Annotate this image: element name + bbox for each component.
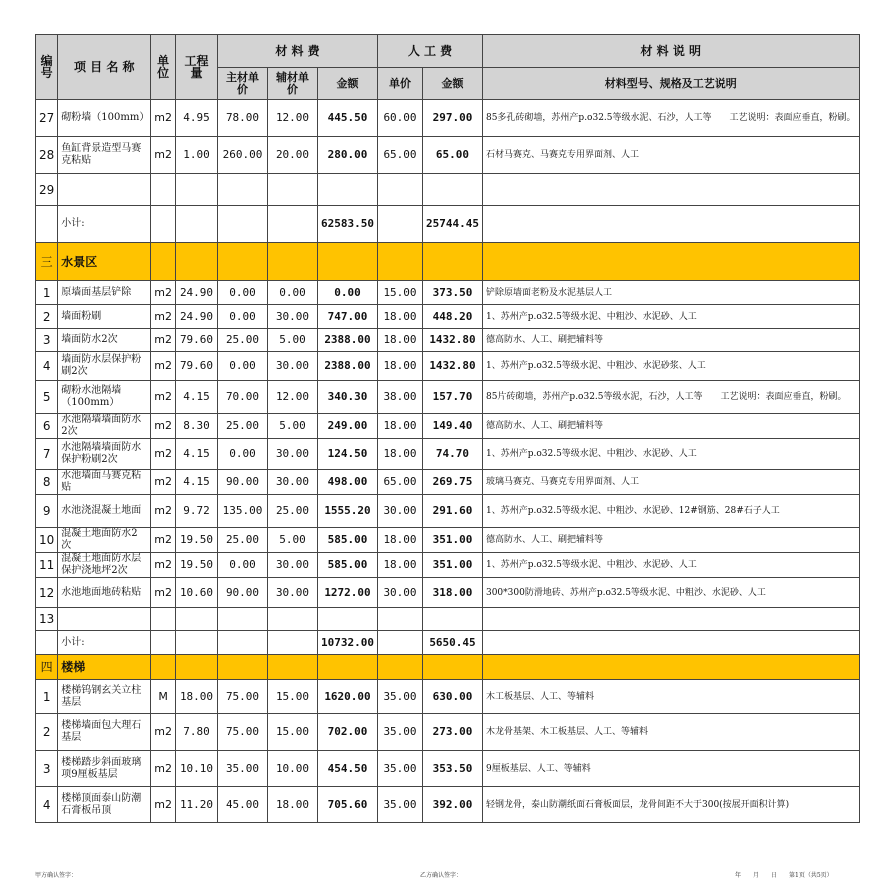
table-row bbox=[36, 495, 860, 528]
row-labor-price: 18.00 bbox=[378, 352, 423, 381]
row-description bbox=[482, 174, 859, 206]
row-description: 轻钢龙骨，泰山防潮纸面石膏板面层，龙骨间距不大于300(按展开面积计算) bbox=[482, 787, 859, 823]
row-material-amount bbox=[318, 608, 378, 631]
row-labor-price bbox=[378, 206, 423, 243]
row-qty bbox=[176, 206, 218, 243]
row-description: 德高防水、人工、刷把辅料等 bbox=[482, 528, 859, 553]
row-qty: 9.72 bbox=[176, 495, 218, 528]
table-row bbox=[36, 414, 860, 439]
row-material-amount: 10732.00 bbox=[318, 631, 378, 655]
row-index: 6 bbox=[36, 414, 58, 439]
row-labor-price: 60.00 bbox=[378, 100, 423, 137]
row-qty: 11.20 bbox=[176, 787, 218, 823]
row-main-price bbox=[218, 206, 268, 243]
row-unit: m2 bbox=[151, 305, 176, 329]
section-index: 四 bbox=[36, 655, 58, 680]
section-cell bbox=[378, 655, 423, 680]
row-unit bbox=[151, 206, 176, 243]
table-row bbox=[36, 305, 860, 329]
table-row bbox=[36, 714, 860, 751]
table-row bbox=[36, 631, 860, 655]
row-index: 2 bbox=[36, 714, 58, 751]
row-labor-amount: 291.60 bbox=[423, 495, 483, 528]
row-main-price: 90.00 bbox=[218, 578, 268, 608]
table-row bbox=[36, 578, 860, 608]
row-unit: m2 bbox=[151, 281, 176, 305]
row-description: 1、苏州产p.o32.5等级水泥、中粗沙、水泥砂、人工 bbox=[482, 553, 859, 578]
section-cell bbox=[218, 243, 268, 281]
row-labor-amount: 5650.45 bbox=[423, 631, 483, 655]
row-description: 木工板基层、人工、等辅料 bbox=[482, 680, 859, 714]
header-labor-group: 人 工 费 bbox=[378, 35, 483, 68]
row-qty bbox=[176, 608, 218, 631]
header-labor-amount: 金额 bbox=[423, 68, 483, 100]
row-unit: m2 bbox=[151, 714, 176, 751]
row-labor-price: 35.00 bbox=[378, 680, 423, 714]
row-material-amount: 1555.20 bbox=[318, 495, 378, 528]
row-index: 8 bbox=[36, 470, 58, 495]
row-index: 7 bbox=[36, 439, 58, 470]
row-main-price: 260.00 bbox=[218, 137, 268, 174]
row-labor-price: 65.00 bbox=[378, 470, 423, 495]
row-description: 1、苏州产p.o32.5等级水泥、中粗沙、水泥砂、人工 bbox=[482, 305, 859, 329]
row-labor-amount: 630.00 bbox=[423, 680, 483, 714]
row-qty: 4.95 bbox=[176, 100, 218, 137]
header-amount: 金额 bbox=[318, 68, 378, 100]
row-material-amount: 340.30 bbox=[318, 381, 378, 414]
footer-left: 甲方确认签字： bbox=[35, 872, 78, 879]
row-main-price: 0.00 bbox=[218, 439, 268, 470]
row-name: 小计: bbox=[58, 631, 151, 655]
row-name: 原墙面基层铲除 bbox=[58, 281, 151, 305]
row-labor-price: 18.00 bbox=[378, 414, 423, 439]
row-aux-price: 30.00 bbox=[268, 305, 318, 329]
row-main-price: 0.00 bbox=[218, 305, 268, 329]
row-unit: m2 bbox=[151, 329, 176, 352]
table-row bbox=[36, 751, 860, 787]
row-name: 鱼缸背景造型马赛克粘贴 bbox=[58, 137, 151, 174]
row-labor-price: 18.00 bbox=[378, 329, 423, 352]
row-aux-price: 25.00 bbox=[268, 495, 318, 528]
section-cell bbox=[268, 243, 318, 281]
table-row bbox=[36, 206, 860, 243]
row-labor-price: 18.00 bbox=[378, 305, 423, 329]
row-aux-price: 15.00 bbox=[268, 714, 318, 751]
section-cell bbox=[423, 655, 483, 680]
row-labor-amount: 1432.80 bbox=[423, 352, 483, 381]
row-description: 85片砖砌墙，苏州产p.o32.5等级水泥，石沙，人工等 工艺说明：表面应垂直，粉刷。 bbox=[482, 381, 859, 414]
row-description: 1、苏州产p.o32.5等级水泥、中粗沙、水泥砂浆、人工 bbox=[482, 352, 859, 381]
row-name: 混凝土地面防水2次 bbox=[58, 528, 151, 553]
row-qty: 7.80 bbox=[176, 714, 218, 751]
row-labor-amount: 351.00 bbox=[423, 553, 483, 578]
row-index: 9 bbox=[36, 495, 58, 528]
row-material-amount: 585.00 bbox=[318, 528, 378, 553]
row-unit: m2 bbox=[151, 578, 176, 608]
row-qty bbox=[176, 174, 218, 206]
section-title: 水景区 bbox=[58, 243, 151, 281]
header-name: 项 目 名 称 bbox=[58, 35, 151, 100]
row-name: 水池墙面马赛克粘贴 bbox=[58, 470, 151, 495]
row-description: 1、苏州产p.o32.5等级水泥、中粗沙、水泥砂、12#钢筋、28#石子人工 bbox=[482, 495, 859, 528]
row-main-price: 25.00 bbox=[218, 528, 268, 553]
row-material-amount: 2388.00 bbox=[318, 352, 378, 381]
section-row bbox=[36, 655, 860, 680]
row-index: 10 bbox=[36, 528, 58, 553]
table-row bbox=[36, 381, 860, 414]
row-index: 4 bbox=[36, 787, 58, 823]
row-qty: 24.90 bbox=[176, 281, 218, 305]
row-aux-price: 5.00 bbox=[268, 329, 318, 352]
row-labor-price: 35.00 bbox=[378, 751, 423, 787]
row-main-price: 0.00 bbox=[218, 352, 268, 381]
row-labor-amount: 353.50 bbox=[423, 751, 483, 787]
section-cell bbox=[151, 655, 176, 680]
row-material-amount: 445.50 bbox=[318, 100, 378, 137]
row-material-amount: 280.00 bbox=[318, 137, 378, 174]
row-labor-price: 30.00 bbox=[378, 495, 423, 528]
row-labor-price: 38.00 bbox=[378, 381, 423, 414]
row-main-price: 70.00 bbox=[218, 381, 268, 414]
row-name: 楼梯踏步斜面玻璃项9厘板基层 bbox=[58, 751, 151, 787]
row-labor-price: 18.00 bbox=[378, 439, 423, 470]
section-cell bbox=[482, 655, 859, 680]
row-qty: 1.00 bbox=[176, 137, 218, 174]
header-labor-price: 单价 bbox=[378, 68, 423, 100]
row-labor-price bbox=[378, 631, 423, 655]
row-labor-amount: 269.75 bbox=[423, 470, 483, 495]
row-description bbox=[482, 206, 859, 243]
row-main-price: 45.00 bbox=[218, 787, 268, 823]
section-cell bbox=[318, 243, 378, 281]
row-description bbox=[482, 608, 859, 631]
row-labor-price: 35.00 bbox=[378, 714, 423, 751]
section-cell bbox=[218, 655, 268, 680]
table-row bbox=[36, 137, 860, 174]
row-index: 29 bbox=[36, 174, 58, 206]
row-unit: m2 bbox=[151, 137, 176, 174]
row-description: 玻璃马赛克、马赛克专用界面剂、人工 bbox=[482, 470, 859, 495]
row-main-price bbox=[218, 631, 268, 655]
header-main-price: 主材单价 bbox=[218, 68, 268, 100]
row-unit: m2 bbox=[151, 470, 176, 495]
row-description: 300*300防滑地砖、苏州产p.o32.5等级水泥、中粗沙、水泥砂、人工 bbox=[482, 578, 859, 608]
section-cell bbox=[318, 655, 378, 680]
header-material-group: 材 料 费 bbox=[218, 35, 378, 68]
section-cell bbox=[176, 243, 218, 281]
row-description: 9厘板基层、人工、等辅料 bbox=[482, 751, 859, 787]
row-index: 1 bbox=[36, 281, 58, 305]
row-index: 12 bbox=[36, 578, 58, 608]
row-labor-price: 35.00 bbox=[378, 787, 423, 823]
row-labor-amount: 273.00 bbox=[423, 714, 483, 751]
table-row bbox=[36, 439, 860, 470]
row-material-amount: 454.50 bbox=[318, 751, 378, 787]
row-unit bbox=[151, 174, 176, 206]
row-qty: 19.50 bbox=[176, 528, 218, 553]
row-aux-price: 12.00 bbox=[268, 381, 318, 414]
row-material-amount: 124.50 bbox=[318, 439, 378, 470]
row-aux-price: 18.00 bbox=[268, 787, 318, 823]
row-main-price: 75.00 bbox=[218, 680, 268, 714]
row-labor-amount: 157.70 bbox=[423, 381, 483, 414]
row-unit: m2 bbox=[151, 553, 176, 578]
row-material-amount: 585.00 bbox=[318, 553, 378, 578]
table-row bbox=[36, 553, 860, 578]
row-aux-price: 10.00 bbox=[268, 751, 318, 787]
row-name: 墙面粉刷 bbox=[58, 305, 151, 329]
row-index: 11 bbox=[36, 553, 58, 578]
row-name: 砌粉墙（100mm） bbox=[58, 100, 151, 137]
row-unit: m2 bbox=[151, 381, 176, 414]
row-name: 楼梯顶面泰山防潮石膏板吊顶 bbox=[58, 787, 151, 823]
row-main-price: 78.00 bbox=[218, 100, 268, 137]
header-index: 编号 bbox=[36, 35, 58, 100]
row-aux-price: 15.00 bbox=[268, 680, 318, 714]
row-labor-price bbox=[378, 608, 423, 631]
table-row bbox=[36, 787, 860, 823]
section-cell bbox=[176, 655, 218, 680]
row-labor-amount: 25744.45 bbox=[423, 206, 483, 243]
row-description: 木龙骨基架、木工板基层、人工、等辅料 bbox=[482, 714, 859, 751]
row-qty: 4.15 bbox=[176, 381, 218, 414]
row-index: 2 bbox=[36, 305, 58, 329]
row-material-amount: 2388.00 bbox=[318, 329, 378, 352]
row-name: 水池地面地砖粘贴 bbox=[58, 578, 151, 608]
row-material-amount: 747.00 bbox=[318, 305, 378, 329]
row-qty: 4.15 bbox=[176, 470, 218, 495]
row-name bbox=[58, 608, 151, 631]
row-aux-price: 5.00 bbox=[268, 414, 318, 439]
row-qty: 19.50 bbox=[176, 553, 218, 578]
header-qty: 工程量 bbox=[176, 35, 218, 100]
footer-mid: 乙方确认签字： bbox=[420, 872, 463, 879]
row-labor-amount bbox=[423, 174, 483, 206]
row-labor-amount: 392.00 bbox=[423, 787, 483, 823]
row-unit: m2 bbox=[151, 787, 176, 823]
quote-table bbox=[35, 34, 860, 823]
row-description bbox=[482, 631, 859, 655]
row-unit: m2 bbox=[151, 100, 176, 137]
row-aux-price bbox=[268, 174, 318, 206]
row-aux-price: 20.00 bbox=[268, 137, 318, 174]
row-qty bbox=[176, 631, 218, 655]
row-qty: 79.60 bbox=[176, 329, 218, 352]
row-labor-amount: 373.50 bbox=[423, 281, 483, 305]
row-labor-amount bbox=[423, 608, 483, 631]
table-row bbox=[36, 528, 860, 553]
row-labor-price: 18.00 bbox=[378, 553, 423, 578]
table-row bbox=[36, 281, 860, 305]
row-main-price: 35.00 bbox=[218, 751, 268, 787]
row-aux-price: 30.00 bbox=[268, 578, 318, 608]
table-row bbox=[36, 352, 860, 381]
table-row bbox=[36, 174, 860, 206]
row-unit: m2 bbox=[151, 495, 176, 528]
row-material-amount bbox=[318, 174, 378, 206]
row-main-price bbox=[218, 174, 268, 206]
row-name: 水池隔墙墙面防水2次 bbox=[58, 414, 151, 439]
row-labor-amount: 297.00 bbox=[423, 100, 483, 137]
row-qty: 79.60 bbox=[176, 352, 218, 381]
row-description: 85多孔砖砌墙，苏州产p.o32.5等级水泥、石沙，人工等 工艺说明：表面应垂直，粉刷。 bbox=[482, 100, 859, 137]
section-row bbox=[36, 243, 860, 281]
row-unit: m2 bbox=[151, 352, 176, 381]
section-title: 楼梯 bbox=[58, 655, 151, 680]
table-row bbox=[36, 329, 860, 352]
row-index: 27 bbox=[36, 100, 58, 137]
row-index: 28 bbox=[36, 137, 58, 174]
row-index: 1 bbox=[36, 680, 58, 714]
row-material-amount: 705.60 bbox=[318, 787, 378, 823]
row-main-price bbox=[218, 608, 268, 631]
row-main-price: 135.00 bbox=[218, 495, 268, 528]
row-aux-price: 5.00 bbox=[268, 528, 318, 553]
section-cell bbox=[482, 243, 859, 281]
row-aux-price bbox=[268, 206, 318, 243]
row-name: 水池隔墙墙面防水保护粉刷2次 bbox=[58, 439, 151, 470]
row-unit: M bbox=[151, 680, 176, 714]
row-material-amount: 249.00 bbox=[318, 414, 378, 439]
row-aux-price: 30.00 bbox=[268, 352, 318, 381]
row-index bbox=[36, 631, 58, 655]
row-description: 石材马赛克、马赛克专用界面剂、人工 bbox=[482, 137, 859, 174]
row-name bbox=[58, 174, 151, 206]
row-main-price: 0.00 bbox=[218, 281, 268, 305]
row-material-amount: 702.00 bbox=[318, 714, 378, 751]
row-name: 墙面防水层保护粉刷2次 bbox=[58, 352, 151, 381]
row-material-amount: 1620.00 bbox=[318, 680, 378, 714]
row-material-amount: 498.00 bbox=[318, 470, 378, 495]
row-index: 5 bbox=[36, 381, 58, 414]
row-qty: 4.15 bbox=[176, 439, 218, 470]
row-index: 13 bbox=[36, 608, 58, 631]
row-qty: 10.60 bbox=[176, 578, 218, 608]
row-index: 3 bbox=[36, 751, 58, 787]
row-aux-price: 0.00 bbox=[268, 281, 318, 305]
row-aux-price: 30.00 bbox=[268, 439, 318, 470]
row-aux-price bbox=[268, 631, 318, 655]
row-material-amount: 62583.50 bbox=[318, 206, 378, 243]
table-row bbox=[36, 680, 860, 714]
section-cell bbox=[268, 655, 318, 680]
row-aux-price: 30.00 bbox=[268, 470, 318, 495]
row-labor-price: 15.00 bbox=[378, 281, 423, 305]
row-aux-price: 12.00 bbox=[268, 100, 318, 137]
row-labor-amount: 318.00 bbox=[423, 578, 483, 608]
row-name: 小计: bbox=[58, 206, 151, 243]
row-main-price: 75.00 bbox=[218, 714, 268, 751]
row-labor-amount: 149.40 bbox=[423, 414, 483, 439]
table-row bbox=[36, 100, 860, 137]
row-index: 4 bbox=[36, 352, 58, 381]
row-aux-price bbox=[268, 608, 318, 631]
row-aux-price: 30.00 bbox=[268, 553, 318, 578]
row-name: 楼梯钨钢玄关立柱基层 bbox=[58, 680, 151, 714]
row-description: 德高防水、人工、刷把辅料等 bbox=[482, 329, 859, 352]
row-name: 混凝土地面防水层保护浇地坪2次 bbox=[58, 553, 151, 578]
row-labor-amount: 448.20 bbox=[423, 305, 483, 329]
row-material-amount: 0.00 bbox=[318, 281, 378, 305]
row-name: 墙面防水2次 bbox=[58, 329, 151, 352]
section-cell bbox=[151, 243, 176, 281]
table-row bbox=[36, 608, 860, 631]
row-description: 铲除原墙面老粉及水泥基层人工 bbox=[482, 281, 859, 305]
row-labor-amount: 74.70 bbox=[423, 439, 483, 470]
row-unit bbox=[151, 608, 176, 631]
row-labor-price: 18.00 bbox=[378, 528, 423, 553]
header-desc-sub: 材料型号、规格及工艺说明 bbox=[482, 68, 859, 100]
row-name: 砌粉水池隔墙（100mm） bbox=[58, 381, 151, 414]
row-labor-price: 65.00 bbox=[378, 137, 423, 174]
row-labor-price: 30.00 bbox=[378, 578, 423, 608]
row-index: 3 bbox=[36, 329, 58, 352]
row-unit: m2 bbox=[151, 439, 176, 470]
section-cell bbox=[378, 243, 423, 281]
row-name: 楼梯墙面包大理石基层 bbox=[58, 714, 151, 751]
row-qty: 24.90 bbox=[176, 305, 218, 329]
row-qty: 10.10 bbox=[176, 751, 218, 787]
row-labor-price bbox=[378, 174, 423, 206]
row-material-amount: 1272.00 bbox=[318, 578, 378, 608]
footer-right: 年 月 日 第1页（共5页） bbox=[735, 872, 833, 879]
row-unit: m2 bbox=[151, 751, 176, 787]
row-qty: 8.30 bbox=[176, 414, 218, 439]
row-main-price: 0.00 bbox=[218, 553, 268, 578]
header-aux-price: 辅材单价 bbox=[268, 68, 318, 100]
row-main-price: 25.00 bbox=[218, 414, 268, 439]
row-labor-amount: 1432.80 bbox=[423, 329, 483, 352]
section-index: 三 bbox=[36, 243, 58, 281]
row-index bbox=[36, 206, 58, 243]
row-labor-amount: 65.00 bbox=[423, 137, 483, 174]
row-unit bbox=[151, 631, 176, 655]
row-labor-amount: 351.00 bbox=[423, 528, 483, 553]
row-main-price: 90.00 bbox=[218, 470, 268, 495]
row-unit: m2 bbox=[151, 414, 176, 439]
row-description: 1、苏州产p.o32.5等级水泥、中粗沙、水泥砂、人工 bbox=[482, 439, 859, 470]
row-unit: m2 bbox=[151, 528, 176, 553]
header-desc-group: 材 料 说 明 bbox=[482, 35, 859, 68]
section-cell bbox=[423, 243, 483, 281]
row-qty: 18.00 bbox=[176, 680, 218, 714]
table-row bbox=[36, 470, 860, 495]
row-name: 水池浇混凝土地面 bbox=[58, 495, 151, 528]
header-unit: 单位 bbox=[151, 35, 176, 100]
row-main-price: 25.00 bbox=[218, 329, 268, 352]
row-description: 德高防水、人工、刷把辅料等 bbox=[482, 414, 859, 439]
